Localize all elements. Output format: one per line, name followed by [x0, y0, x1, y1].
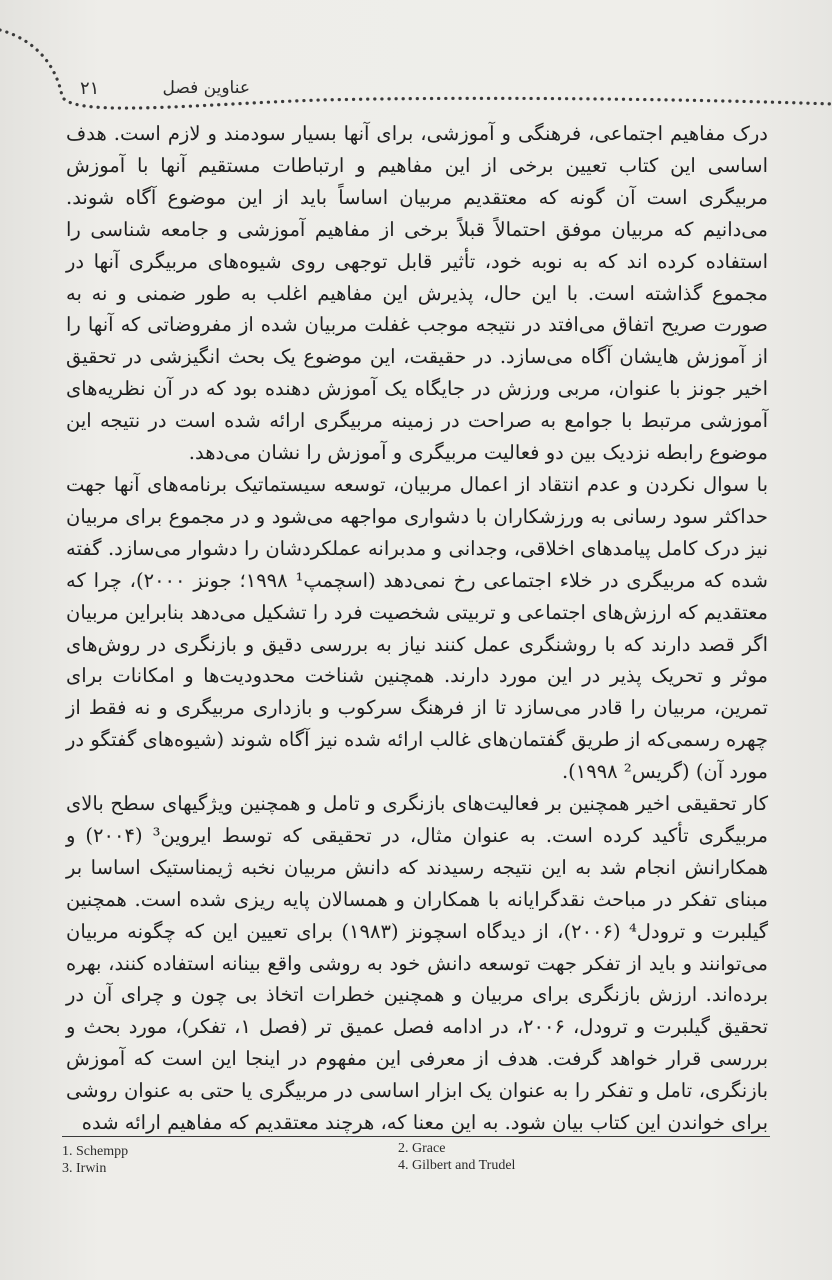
footnote-divider	[62, 1136, 770, 1137]
paragraph-1: درک مفاهیم اجتماعی، فرهنگی و آموزشی، برای آنها بسیار سودمند و لازم است. هدف اساسی این کتاب تعیین برخی از این مفاهیم و ارتباطات مستقیم آنها با آموزش مربیگری است آن گونه که معتقدیم مربیان اساساً باید از این موضوع آگاه شوند. می‌دانیم که مربیان موفق احتمالاً قبلاً برخی از مفاهیم آموزشی و جامعه شناسی را استفاده کرده اند که به نوبه خود، تأثیر قابل توجهی روی شیوه‌های مربیگری آنها در مجموع گذاشته است. با این حال، پذیرش این مفاهیم اغلب به طور ضمنی و نه به صورت صریح اتفاق می‌افتد در نتیجه موجب غفلت مربیان شده از مفروضاتی که آنها را از آموزش هایشان آگاه می‌سازد. در حقیقت، این موضوع یک بحث انگیزشی در تحقیق اخیر جونز با عنوان، مربی ورزش در جایگاه یک آموزش دهنده بود که در آن نظریه‌های آموزشی مرتبط با جوامع به صراحت در زمینه مربیگری ارائه شده است در نتیجه این موضوع رابطه نزدیک بین دو فعالیت مربیگری و آموزش را نشان می‌دهد.	[66, 122, 768, 465]
footnote-3: 3. Irwin	[62, 1161, 107, 1176]
decorative-dotted-border	[0, 0, 832, 130]
body-text	[66, 118, 768, 1139]
footnote-2: 2. Grace	[398, 1141, 446, 1156]
footnote-4: 4. Gilbert and Trudel	[398, 1158, 516, 1173]
footnote-1: 1. Schempp	[62, 1144, 129, 1159]
chapter-title: عناوین فصل	[162, 78, 250, 98]
paragraph-2: با سوال نکردن و عدم انتقاد از اعمال مربیان، توسعه سیستماتیک برنامه‌های آنها جهت حداکثر سود رسانی به ورزشکاران با دشواری مواجهه می‌شود و در مجموع برای مربیان نیز درک کامل پیامدهای اخلاقی، وجدانی و مدبرانه عملکردشان را دشوار می‌سازد. گفته شده که مربیگری در خلاء اجتماعی رخ نمی‌دهد (اسچمپ¹ ۱۹۹۸؛ جونز ۲۰۰۰)، چرا که معتقدیم که ارزش‌های اجتماعی و تربیتی شخصیت فرد را تشکیل می‌دهد بنابراین مربیان اگر قصد دارند که با روشنگری عمل کنند نیاز به بررسی دقیق و بازنگری در روش‌های موثر و تحریک پذیر در این مورد دارند. همچنین شناخت محدودیت‌ها و امکانات برای تمرین، مربیان را قادر می‌سازد تا از فرهنگ سرکوب و بازداری مربیگری و نه فقط از چهره رسمی‌که از طریق گفتمان‌های غالب ارائه شده نیز آگاه شوند (شیوه‌های گفتگو در مورد آن) (گریس² ۱۹۹۸).	[66, 472, 768, 784]
paragraph-3: کار تحقیقی اخیر همچنین بر فعالیت‌های بازنگری و تامل و همچنین ویژگیهای سطح بالای مربیگری تأکید کرده است. به عنوان مثال، در تحقیقی که توسط ایروین³ (۲۰۰۴) و همکارانش انجام شد به این نتیجه رسیدند که دانش مربیان نخبه ژیمناستیک اساسا بر مبنای تفکر در مباحث نقدگرایانه با همکاران و همسالان پایه ریزی شده است. همچنین گیلبرت و ترودل⁴ (۲۰۰۶)، از دیدگاه اسچونز (۱۹۸۳) برای تعیین این که چگونه مربیان می‌توانند و باید از تفکر جهت توسعه دانش خود به روشی واقع بینانه استفاده کنند، بهره برده‌اند. ارزش بازنگری برای مربیان و همچنین خطرات اتخاذ بی چون و چرای آن در تحقیق گیلبرت و ترودل، ۲۰۰۶، در ادامه فصل عمیق تر (فصل ۱، تفکر)، مورد بحث و بررسی قرار خواهد گرفت. هدف از معرفی این مفهوم در اینجا این است که آموزش بازنگری، تامل و تفکر را به عنوان یک ابزار اساسی در مربیگری یا حتی به عنوان روشی برای خواندن این کتاب بیان شود. به این معنا که، هرچند معتقدیم که مفاهیم ارائه شده	[66, 792, 768, 1135]
running-header	[80, 78, 250, 102]
page-number: ۲۱	[80, 78, 100, 99]
